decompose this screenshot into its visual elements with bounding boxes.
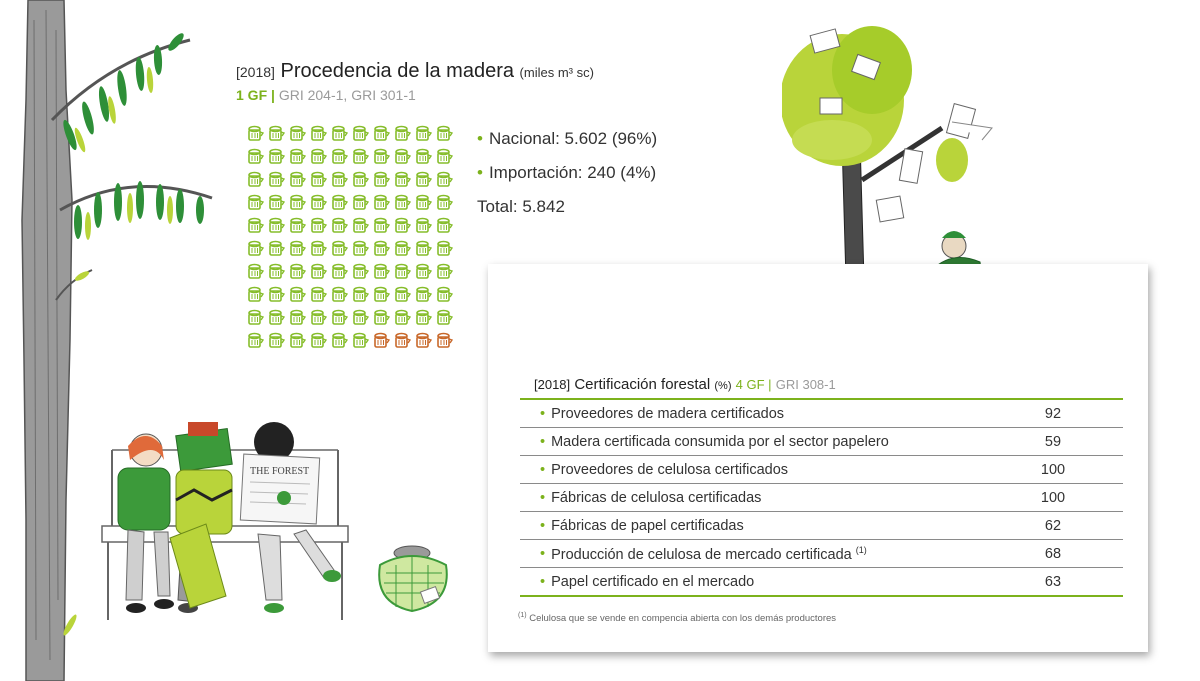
certification-table	[520, 398, 1123, 597]
log-icon-import	[393, 331, 411, 349]
log-icon-national	[351, 147, 369, 165]
log-icon-national	[267, 216, 285, 234]
table-row	[520, 400, 1123, 428]
table-row	[520, 568, 1123, 595]
bench-readers-illustration	[98, 420, 358, 630]
log-icon-national	[393, 170, 411, 188]
log-icon-national	[393, 262, 411, 280]
log-icon-national	[393, 239, 411, 257]
wood-pictogram-grid	[246, 124, 468, 349]
log-icon-national	[435, 262, 453, 280]
log-icon-national	[414, 147, 432, 165]
log-icon-national	[309, 239, 327, 257]
log-icon-national	[330, 285, 348, 303]
row-value: 62	[1044, 517, 1062, 534]
log-icon-national	[309, 216, 327, 234]
log-icon-national	[246, 262, 264, 280]
row-value: 68	[1044, 545, 1062, 562]
log-icon-national	[372, 262, 390, 280]
certification-gri: GRI 308-1	[775, 377, 836, 392]
table-row	[520, 456, 1123, 484]
row-label-text: Producción de celulosa de mercado certificada	[551, 546, 852, 563]
log-icon-national	[246, 216, 264, 234]
log-icon-national	[372, 216, 390, 234]
footnote-mark: (1)	[518, 612, 527, 619]
row-label	[520, 434, 983, 450]
log-icon-national	[309, 170, 327, 188]
bullet-icon: •	[540, 573, 546, 590]
log-icon-national	[372, 239, 390, 257]
log-icon-national	[372, 193, 390, 211]
log-icon-national	[393, 193, 411, 211]
table-row	[520, 428, 1123, 456]
log-icon-national	[435, 124, 453, 142]
log-icon-national	[288, 124, 306, 142]
log-icon-national	[288, 331, 306, 349]
log-icon-national	[267, 124, 285, 142]
log-icon-national	[288, 262, 306, 280]
row-label-text: Madera certificada consumida por el sector papelero	[551, 433, 889, 450]
log-icon-national	[414, 239, 432, 257]
row-label-text: Fábricas de papel certificadas	[551, 517, 744, 534]
log-icon-import	[435, 331, 453, 349]
certification-header	[534, 376, 836, 393]
newspaper-title: THE FOREST	[250, 466, 310, 477]
row-value: 100	[1040, 489, 1066, 506]
row-label	[520, 406, 983, 422]
wood-origin-gri: GRI 204-1, GRI 301-1	[278, 87, 416, 103]
log-icon-national	[351, 239, 369, 257]
wood-origin-unit: (miles m³ sc)	[519, 65, 594, 80]
log-icon-national	[393, 216, 411, 234]
log-icon-national	[309, 331, 327, 349]
log-icon-national	[309, 124, 327, 142]
wood-origin-year: [2018]	[236, 64, 275, 80]
log-icon-national	[435, 193, 453, 211]
log-icon-national	[288, 285, 306, 303]
wood-origin-header	[236, 60, 696, 103]
log-icon-national	[393, 285, 411, 303]
log-icon-national	[288, 216, 306, 234]
log-icon-national	[372, 285, 390, 303]
certification-footnote	[518, 612, 836, 624]
row-label	[520, 545, 983, 563]
stat-national-label: Nacional: 5.602 (96%)	[488, 129, 658, 148]
log-icon-national	[267, 193, 285, 211]
log-icon-national	[372, 147, 390, 165]
log-icon-national	[414, 124, 432, 142]
log-icon-national	[435, 308, 453, 326]
stat-national	[477, 126, 737, 160]
log-icon-national	[267, 170, 285, 188]
footnote-text: Celulosa que se vende en compencia abierta con los demás productores	[529, 613, 837, 625]
log-icon-national	[330, 331, 348, 349]
row-value: 100	[1040, 461, 1066, 478]
wood-origin-gf: 1 GF |	[236, 87, 275, 103]
log-icon-national	[372, 124, 390, 142]
log-icon-national	[267, 331, 285, 349]
bullet-icon: •	[540, 405, 546, 422]
table-row	[520, 512, 1123, 540]
log-icon-national	[330, 262, 348, 280]
stat-total: Total: 5.842	[477, 197, 565, 216]
log-icon-national	[246, 239, 264, 257]
log-icon-national	[351, 285, 369, 303]
log-icon-national	[267, 147, 285, 165]
bullet-icon: •	[540, 489, 546, 506]
log-icon-national	[330, 124, 348, 142]
log-icon-national	[330, 239, 348, 257]
log-icon-national	[267, 285, 285, 303]
row-label	[520, 518, 983, 534]
log-icon-national	[309, 308, 327, 326]
log-icon-national	[309, 285, 327, 303]
log-icon-national	[393, 308, 411, 326]
log-icon-national	[309, 262, 327, 280]
row-value: 63	[1044, 573, 1062, 590]
stat-import-label: Importación: 240 (4%)	[488, 163, 657, 182]
log-icon-national	[435, 216, 453, 234]
log-icon-national	[246, 147, 264, 165]
footnote-marker: (1)	[855, 544, 867, 555]
log-icon-national	[351, 262, 369, 280]
log-icon-national	[246, 124, 264, 142]
row-value: 59	[1044, 433, 1062, 450]
bullet-icon: •	[540, 517, 546, 534]
log-icon-national	[267, 262, 285, 280]
log-icon-national	[435, 239, 453, 257]
log-icon-national	[351, 124, 369, 142]
bullet-icon: •	[540, 433, 546, 450]
row-label	[520, 490, 983, 506]
log-icon-national	[288, 170, 306, 188]
log-icon-national	[330, 147, 348, 165]
log-icon-national	[435, 170, 453, 188]
log-icon-national	[330, 170, 348, 188]
log-icon-national	[330, 216, 348, 234]
log-icon-national	[414, 216, 432, 234]
log-icon-national	[288, 308, 306, 326]
table-row	[520, 540, 1123, 568]
log-icon-national	[330, 308, 348, 326]
log-icon-national	[372, 170, 390, 188]
table-row	[520, 484, 1123, 512]
bullet-icon: •	[540, 461, 546, 478]
log-icon-import	[414, 331, 432, 349]
log-icon-national	[351, 308, 369, 326]
row-label-text: Papel certificado en el mercado	[551, 573, 755, 590]
wood-origin-title: Procedencia de la madera	[280, 60, 514, 82]
basket-bag-illustration	[372, 543, 454, 615]
log-icon-national	[351, 193, 369, 211]
row-label	[520, 462, 983, 478]
log-icon-national	[330, 193, 348, 211]
log-icon-national	[288, 193, 306, 211]
log-icon-national	[414, 262, 432, 280]
log-icon-national	[246, 285, 264, 303]
log-icon-national	[246, 193, 264, 211]
row-label-text: Proveedores de celulosa certificados	[551, 461, 789, 478]
log-icon-national	[309, 193, 327, 211]
log-icon-national	[435, 147, 453, 165]
log-icon-national	[267, 308, 285, 326]
stat-import	[477, 160, 737, 194]
log-icon-national	[414, 193, 432, 211]
log-icon-national	[246, 331, 264, 349]
certification-unit: (%)	[714, 380, 732, 392]
log-icon-national	[288, 239, 306, 257]
log-icon-national	[393, 124, 411, 142]
log-icon-national	[351, 331, 369, 349]
log-icon-national	[288, 147, 306, 165]
log-icon-national	[246, 170, 264, 188]
bullet-icon: •	[477, 129, 483, 148]
certification-gf: 4 GF |	[735, 377, 772, 392]
bullet-icon: •	[477, 163, 483, 182]
row-label-text: Fábricas de celulosa certificadas	[551, 489, 762, 506]
log-icon-import	[372, 331, 390, 349]
log-icon-national	[414, 285, 432, 303]
row-label-text: Proveedores de madera certificados	[551, 405, 785, 422]
wood-origin-subtitle	[236, 87, 696, 103]
log-icon-national	[435, 285, 453, 303]
wood-origin-title-line	[236, 60, 696, 83]
log-icon-national	[246, 308, 264, 326]
row-label	[520, 574, 983, 590]
log-icon-national	[351, 216, 369, 234]
log-icon-national	[372, 308, 390, 326]
certification-title: Certificación forestal	[574, 376, 711, 393]
wood-origin-stats	[477, 126, 737, 228]
log-icon-national	[414, 308, 432, 326]
log-icon-national	[393, 147, 411, 165]
log-icon-national	[414, 170, 432, 188]
certification-year: [2018]	[534, 377, 571, 392]
log-icon-national	[309, 147, 327, 165]
row-value: 92	[1044, 405, 1062, 422]
bullet-icon: •	[540, 546, 546, 563]
log-icon-national	[267, 239, 285, 257]
log-icon-national	[351, 170, 369, 188]
certification-card	[488, 264, 1148, 652]
